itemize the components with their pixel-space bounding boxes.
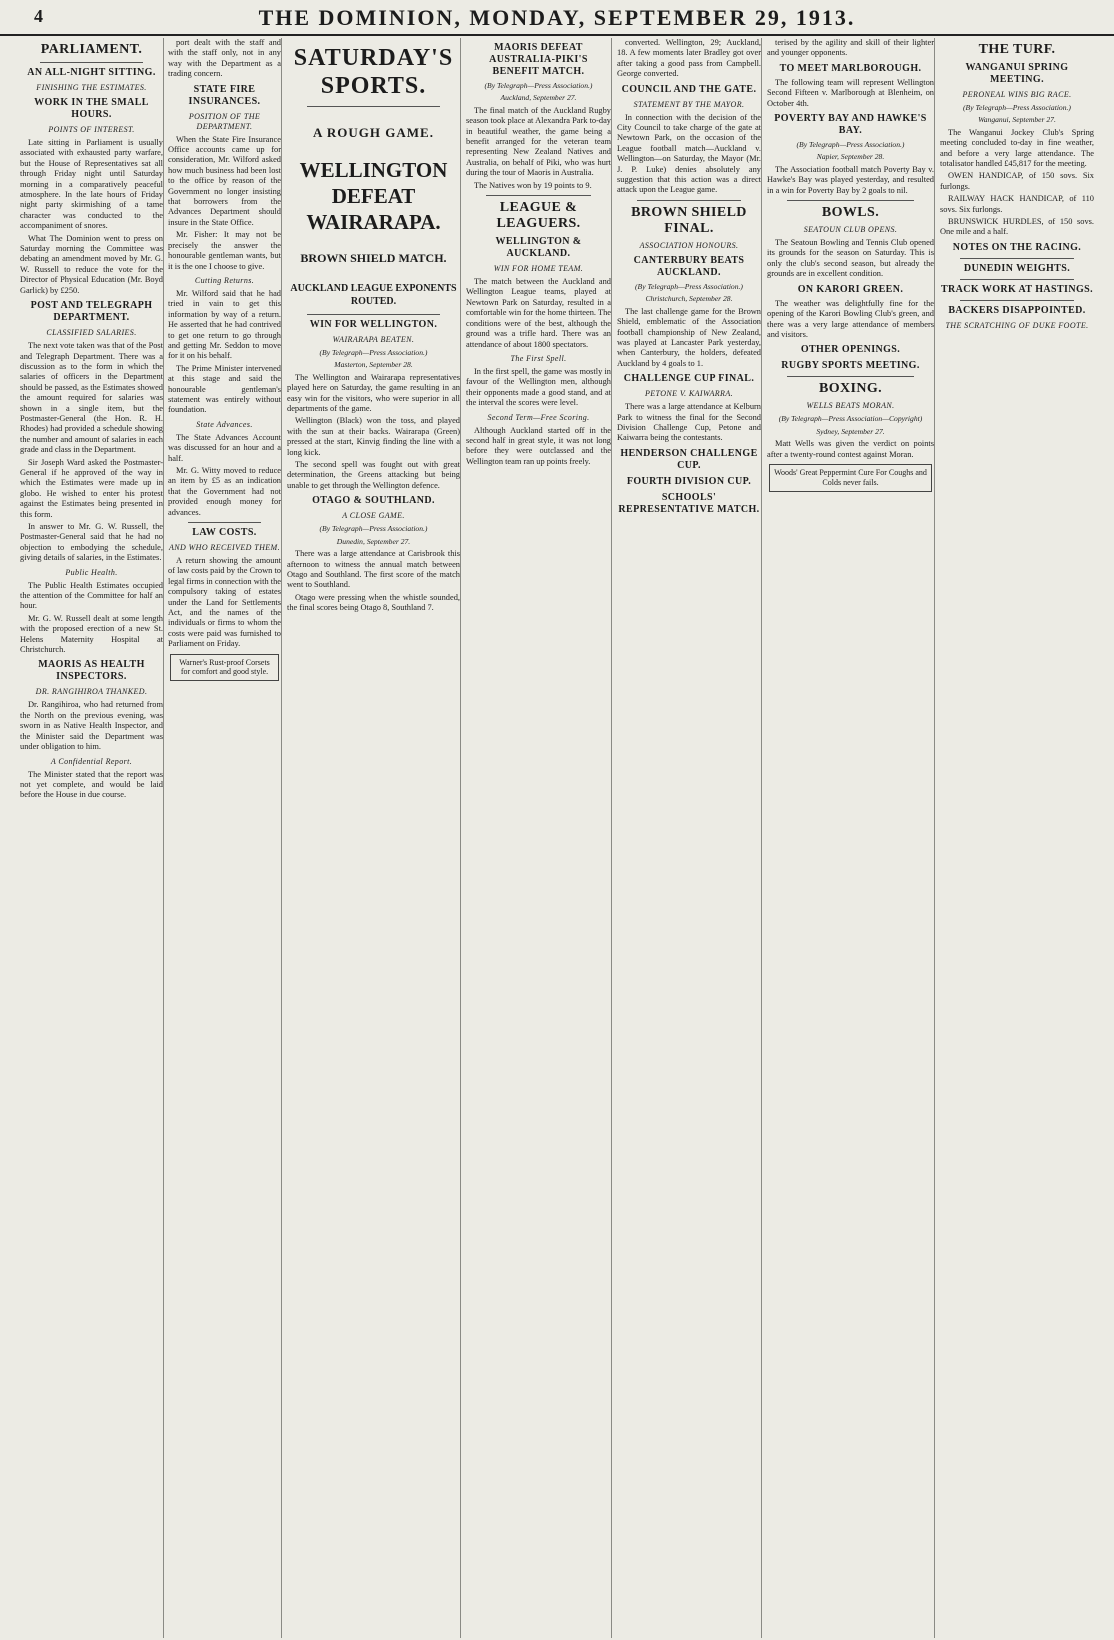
paragraph: Wellington (Black) won the toss, and played with the sun at their backs. Wairarapa (Green) pressed at the start, Kinvig finding the line with a long kick. xyxy=(287,416,460,457)
section-heading: OTHER OPENINGS. xyxy=(800,344,901,356)
section-heading: DUNEDIN WEIGHTS. xyxy=(963,262,1071,274)
paragraph: The second spell was fought out with great determination, the Greens attacking but being unable to get through the Wellington defence. xyxy=(287,460,460,490)
paragraph: Mr. G. W. Russell dealt at some length with the proposed erection of a new St. Helens Maternity Hospital at Christchurch. xyxy=(20,613,163,655)
subheading: A Confidential Report. xyxy=(50,756,133,766)
subheading: AND WHO RECEIVED THEM. xyxy=(168,543,280,553)
paragraph: RAILWAY HACK HANDICAP, of 110 sovs. Six furlongs. xyxy=(940,194,1094,214)
section-heading: MAORIS AS HEALTH INSPECTORS. xyxy=(38,659,145,683)
dateline: Napier, September 28. xyxy=(816,152,885,162)
section-heading: FOURTH DIVISION CUP. xyxy=(626,475,752,487)
banner-subheadline: AUCKLAND LEAGUE EXPONENTS ROUTED. xyxy=(290,283,457,307)
paragraph: port dealt with the staff and with the staff only, not in any way with the Department as a trading concern. xyxy=(168,38,281,79)
section-heading: TO MEET MARLBOROUGH. xyxy=(779,62,922,74)
section-heading: MAORIS DEFEAT AUSTRALIA-PIKI'S BENEFIT MATCH. xyxy=(489,42,588,77)
paragraph: The Public Health Estimates occupied the attention of the Committee for half an hour. xyxy=(20,580,163,611)
section-heading: HENDERSON CHALLENGE CUP. xyxy=(620,447,758,471)
paragraph: The Natives won by 19 points to 9. xyxy=(474,180,592,190)
section-heading: BOWLS. xyxy=(821,205,880,221)
subheading: SEATOUN CLUB OPENS. xyxy=(803,225,898,235)
subheading: POINTS OF INTEREST. xyxy=(48,125,135,134)
byline: (By Telegraph—Press Association—Copyright) xyxy=(778,414,923,424)
subheading: The First Spell. xyxy=(510,353,567,363)
section-heading: WIN FOR WELLINGTON. xyxy=(309,319,438,330)
paragraph: The Association football match Poverty Bay v. Hawke's Bay was played yesterday, and resulted in a win for Poverty Bay by 2 goals to nil. xyxy=(767,164,934,195)
rule xyxy=(787,376,914,377)
paragraph: Mr. Wilford said that he had tried in vain to get this information by way of a return. He asserted that he had contrived to get one return to go through and getting Mr. Seddon to move for it on his behalf. xyxy=(168,288,281,361)
byline: (By Telegraph—Press Association.) xyxy=(319,348,428,357)
subheading: WAIRARAPA BEATEN. xyxy=(332,335,415,344)
dateline: Dunedin, September 27. xyxy=(336,536,411,546)
subheading: PERONEAL WINS BIG RACE. xyxy=(962,90,1072,99)
paragraph: terised by the agility and skill of their lighter and younger opponents. xyxy=(767,38,934,58)
banner-subheadline: A ROUGH GAME. xyxy=(313,125,434,140)
paragraph: The State Advances Account was discussed for an hour and a half. xyxy=(168,432,281,463)
byline: (By Telegraph—Press Association.) xyxy=(635,281,743,291)
section-heading: BROWN SHIELD FINAL. xyxy=(631,204,747,236)
subheading: A CLOSE GAME. xyxy=(342,511,405,521)
byline: (By Telegraph—Press Association.) xyxy=(484,81,593,90)
subheading: Cutting Returns. xyxy=(194,275,255,285)
banner-headline: SATURDAY'S SPORTS. xyxy=(293,45,454,99)
rule xyxy=(307,106,440,107)
subheading: STATEMENT BY THE MAYOR. xyxy=(633,99,745,109)
section-heading: THE TURF. xyxy=(978,42,1056,57)
paragraph: The Seatoun Bowling and Tennis Club opened its grounds for the season on Saturday. This is only the club's second season, but already the grounds are in excellent condition. xyxy=(767,238,934,279)
paragraph: converted. Wellington, 29; Auckland, 18. A few moments later Bradley got over after taking a good pass from Campbell. George converted. xyxy=(617,38,761,79)
paragraph: Dr. Rangihiroa, who had returned from the North on the previous evening, was sworn in as Native Health Inspector, and the Minister said the Department was under obligation to him. xyxy=(20,700,163,752)
newspaper-title: THE DOMINION, MONDAY, SEPTEMBER 29, 1913. xyxy=(258,5,856,30)
subheading: WIN FOR HOME TEAM. xyxy=(493,264,584,274)
advertisement: Warner's Rust-proof Corsets for comfort and good style. xyxy=(170,654,279,682)
section-heading: NOTES ON THE RACING. xyxy=(952,241,1082,253)
subheading: State Advances. xyxy=(196,419,253,429)
section-heading: RUGBY SPORTS MEETING. xyxy=(781,360,920,372)
subheading: Second Term—Free Scoring. xyxy=(487,412,590,422)
column-5 xyxy=(617,38,762,1638)
subheading: WELLINGTON & AUCKLAND. xyxy=(495,236,582,260)
paragraph: The weather was delightfully fine for the opening of the Karori Bowling Club's green, and there was a very large attendance of members and visitors. xyxy=(767,298,934,339)
subheading: CLASSIFIED SALARIES. xyxy=(46,328,137,338)
dateline: Masterton, September 28. xyxy=(334,360,413,370)
paragraph: The next vote taken was that of the Post and Telegraph Department. There was a discussion as to the form in which the salaries of officers in the Department should be passed, as the Estimates showed the amount required for salaries was shown in a single item, but the Postmaster-General (the Hon. R. H. Rhodes) had provided a schedule showing the number and amount of salaries in each grade and class in the Department. xyxy=(20,341,163,455)
column-6 xyxy=(767,38,935,1638)
rule xyxy=(960,279,1074,280)
section-heading: SCHOOLS' REPRESENTATIVE MATCH. xyxy=(618,491,760,515)
subheading: WORK IN THE SMALL HOURS. xyxy=(34,97,149,120)
paragraph: The Wellington and Wairarapa representatives played here on Saturday, the game resulting in an easy win for the visitors, who were superior in all departments of the game. xyxy=(287,372,460,414)
paragraph: Matt Wells was given the verdict on points after a twenty-round contest against Moran. xyxy=(767,439,934,459)
paragraph: The Minister stated that the report was not yet complete, and would be laid before the House in due course. xyxy=(20,769,163,800)
section-heading: LEAGUE & LEAGUERS. xyxy=(496,200,581,232)
section-heading: POST AND TELEGRAPH DEPARTMENT. xyxy=(30,300,153,324)
subheading: THE SCRATCHING OF DUKE FOOTE. xyxy=(945,320,1089,330)
subheading: CANTERBURY BEATS AUCKLAND. xyxy=(633,254,745,278)
paragraph: OWEN HANDICAP, of 150 sovs. Six furlongs. xyxy=(940,171,1094,191)
paragraph: What The Dominion went to press on Saturday morning the Committee was debating an amendment moved by Mr. G. W. Russell to reduce the vote for the Director of Physical Education (Mr. Boyd Garlick) by £250. xyxy=(20,233,163,295)
rule xyxy=(960,258,1074,259)
page-number: 4 xyxy=(34,6,43,26)
dateline: Christchurch, September 28. xyxy=(645,294,733,304)
rule xyxy=(486,195,591,196)
paragraph: The Prime Minister intervened at this stage and said the honourable gentleman's statement was entirely without foundation. xyxy=(168,363,281,415)
section-heading: ON KARORI GREEN. xyxy=(797,283,904,295)
section-heading: CHALLENGE CUP FINAL. xyxy=(623,373,755,385)
paragraph: In answer to Mr. G. W. Russell, the Postmaster-General said that he had no objection to embodying the schedule, giving details of salaries, in the Estimates. xyxy=(20,522,163,563)
paragraph: The final match of the Auckland Rugby season took place at Alexandra Park to-day in beautiful weather, the game being a benefit arranged for the veteran team representing New Zealand Natives and Australia, on behalf of Piki, who was hurt during the tour of Maoris in Australia. xyxy=(466,105,611,178)
column-1 xyxy=(20,38,164,1638)
byline: (By Telegraph—Press Association.) xyxy=(796,140,905,150)
rule xyxy=(787,200,914,201)
paragraph: Late sitting in Parliament is usually associated with exhausted party warfare, but the House of Representatives sat all through Friday night until Saturday morning in a comparatively peaceful atmosphere. In the late hours of Friday night party skirmishing of a tame character was conducted to the accompaniment of snores. xyxy=(20,138,163,231)
subheading: PETONE V. KAIWARRA. xyxy=(644,389,734,399)
banner-subheadline: BROWN SHIELD MATCH. xyxy=(300,251,447,265)
masthead xyxy=(0,0,1114,36)
paragraph: In connection with the decision of the City Council to take charge of the gate at Newtown Park, on the occasion of the League football match—Auckland v. Wellington—on Saturday, the Mayor (Mr. J. P. Luke) denies absolutely any suggestion that this action was a direct attack upon the League game. xyxy=(617,112,761,195)
paragraph: The Wanganui Jockey Club's Spring meeting concluded to-day in fine weather, and before a very large attendance. The totalisator handled £45,817 for the meeting. xyxy=(940,127,1094,169)
section-heading: BACKERS DISAPPOINTED. xyxy=(948,304,1086,316)
rule xyxy=(40,62,143,63)
column-7 xyxy=(940,38,1094,1638)
paragraph: The match between the Auckland and Wellington League teams, played at Newtown Park on Saturday, resulted in a comfortable win for the home thirteen. The conditions were of the best, although the ground was a trifle hard. There was an attendance of about 1800 spectators. xyxy=(466,277,611,349)
banner-headline: WELLINGTON DEFEAT WAIRARAPA. xyxy=(299,158,448,234)
column-4 xyxy=(466,38,612,1638)
paragraph: A return showing the amount of law costs paid by the Crown to legal firms in connection with the compulsory taking of estates under the Land for Settlements Act, and the names of the individuals or firms to whom the costs were paid was furnished to Parliament on Friday. xyxy=(168,556,281,649)
paragraph: Although Auckland started off in the second half in great style, it was not long before they were outclassed and the Wellington team ran up points freely. xyxy=(466,425,611,466)
byline: (By Telegraph—Press Association.) xyxy=(963,103,1071,112)
paragraph: BRUNSWICK HURDLES, of 150 sovs. One mile and a half. xyxy=(940,217,1094,237)
dateline: Sydney, September 27. xyxy=(816,426,885,436)
rule xyxy=(960,300,1074,301)
subheading: Public Health. xyxy=(65,567,118,577)
subheading: AN ALL-NIGHT SITTING. xyxy=(27,67,156,78)
paragraph: Mr. Fisher: It may not be precisely the answer the honourable gentleman wants, but it is the one I choose to give. xyxy=(168,230,281,271)
column-3 xyxy=(287,38,461,1638)
subheading: ASSOCIATION HONOURS. xyxy=(639,240,739,250)
subheading: POSITION OF THE DEPARTMENT. xyxy=(188,111,261,131)
paragraph: In the first spell, the game was mostly in favour of the Wellington men, although their opponents made a good stand, and at the interval the scores were level. xyxy=(466,366,611,408)
heading-parliament: PARLIAMENT. xyxy=(40,42,143,57)
dateline: Auckland, September 27. xyxy=(500,93,577,103)
paragraph: Mr. G. Witty moved to reduce an item by £5 as an indication that the Government had not provided enough money for advances. xyxy=(168,466,281,517)
subheading: FINISHING THE ESTIMATES. xyxy=(36,83,147,92)
section-heading: TRACK WORK AT HASTINGS. xyxy=(940,283,1093,295)
paragraph: There was a large attendance at Kelburn Park to witness the final for the Second Division Challenge Cup, Petone and Kaiwarra being the contestants. xyxy=(617,402,761,443)
section-heading: POVERTY BAY AND HAWKE'S BAY. xyxy=(774,113,927,137)
byline: (By Telegraph—Press Association.) xyxy=(319,524,428,534)
section-heading: COUNCIL AND THE GATE. xyxy=(621,83,757,95)
paragraph: Sir Joseph Ward asked the Postmaster-General if he approved of the way in which the Estimates were made up in globo. He wished to enter his protest against the Estimates being presented in this form. xyxy=(20,457,163,519)
subheading: WELLS BEATS MORAN. xyxy=(806,401,895,411)
column-2 xyxy=(168,38,282,1638)
subheading: DR. RANGIHIROA THANKED. xyxy=(35,687,148,697)
section-heading: BOXING. xyxy=(818,381,883,397)
dateline: Wanganui, September 27. xyxy=(978,115,1056,125)
rule xyxy=(637,200,741,201)
paragraph: The following team will represent Wellington Second Fifteen v. Marlborough at Blenheim, on October 4th. xyxy=(767,77,934,108)
section-heading: LAW COSTS. xyxy=(192,527,257,539)
paragraph: There was a large attendance at Carisbrook this afternoon to witness the annual match between Otago and Southland. The first score of the match went to Southland. xyxy=(287,549,460,590)
rule xyxy=(307,314,440,315)
section-heading: OTAGO & SOUTHLAND. xyxy=(312,495,435,507)
paragraph: Otago were pressing when the whistle sounded, the final scores being Otago 8, Southland 7. xyxy=(287,592,460,613)
subheading: WANGANUI SPRING MEETING. xyxy=(965,62,1069,85)
section-heading: STATE FIRE INSURANCES. xyxy=(188,83,261,107)
advertisement: Woods' Great Peppermint Cure For Coughs and Colds never fails. xyxy=(769,464,932,492)
rule xyxy=(188,522,261,523)
paragraph: When the State Fire Insurance Office accounts came up for consideration, Mr. Wilford asked how much business had been lost to the office by reason of the Government no longer insisting that borrowers from the Advances Department should insure in the State Office. xyxy=(168,134,281,227)
paragraph: The last challenge game for the Brown Shield, emblematic of the Association football championship of New Zealand, was played at Lancaster Park yesterday, when Canterbury, the holders, defeated Auckland by 4 goals to 1. xyxy=(617,306,761,368)
